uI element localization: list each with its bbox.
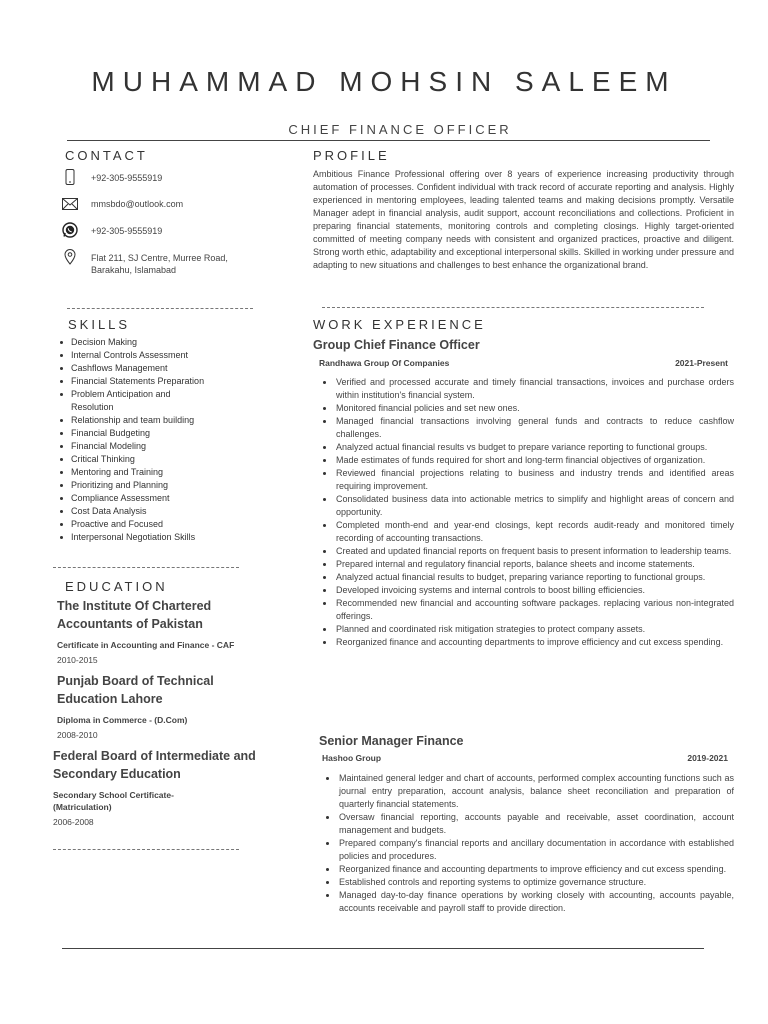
contact-whatsapp bbox=[62, 222, 162, 238]
skill-item: Proactive and Focused bbox=[58, 518, 258, 531]
skill-item: Critical Thinking bbox=[58, 453, 258, 466]
education-years: 2006-2008 bbox=[53, 817, 94, 827]
skills-heading: SKILLS bbox=[68, 317, 131, 332]
education-heading: EDUCATION bbox=[65, 579, 168, 594]
education-school: Punjab Board of Technical Education Lahore bbox=[57, 674, 214, 706]
job-bullet: Planned and coordinated risk mitigation strategies to protect company assets. bbox=[320, 623, 734, 636]
phone-text: +92-305-9555919 bbox=[91, 173, 163, 183]
job-bullet: Made estimates of funds required for short and long-term financial objectives of organization. bbox=[320, 454, 734, 467]
whatsapp-icon bbox=[62, 222, 78, 238]
skill-item: Mentoring and Training bbox=[58, 466, 258, 479]
header-divider bbox=[67, 140, 710, 141]
skill-item: Financial Modeling bbox=[58, 440, 258, 453]
skill-item: Financial Statements Preparation bbox=[58, 375, 258, 388]
job-dates: 2021-Present bbox=[675, 358, 728, 368]
address-text: Flat 211, SJ Centre, Murree Road, Barakahu, Islamabad bbox=[91, 253, 228, 275]
job-bullet: Prepared company's financial reports and ancillary documentation in accordance with established policies and procedures. bbox=[323, 837, 734, 863]
job-title-heading: CHIEF FINANCE OFFICER bbox=[288, 122, 512, 137]
education-entry bbox=[57, 672, 242, 741]
job-bullet: Reorganized finance and accounting departments to improve efficiency and cut excess spending. bbox=[320, 636, 734, 649]
education-school: The Institute Of Chartered Accountants of Pakistan bbox=[57, 599, 212, 631]
education-years: 2010-2015 bbox=[57, 655, 98, 665]
education-years: 2008-2010 bbox=[57, 730, 98, 740]
education-degree: Certificate in Accounting and Finance - CAF bbox=[57, 640, 235, 650]
profile-summary: Ambitious Finance Professional offering over 8 years of experience increasing productivity through automation of processes. Confident individual with track record of accurate reporting and analysis. Highly experienced in mentoring employees, leading talented teams and making decisions promptly. Versatile Manager adept in financial analysis, audit support, account reconciliations and collections. Proficient in preparing financial statements, monitoring controls and completing closings. Highly target-oriented committed of meeting company needs with consistent and organized practices, proactive and diligent. Strong worth ethic, adaptability and exceptional interpersonal skills. Skilled in working under pressure and adapting to new situations and challenges to best enhance the organizational brand. bbox=[313, 169, 734, 270]
contact-phone bbox=[62, 169, 162, 185]
job-title: Group Chief Finance Officer bbox=[313, 338, 480, 352]
education-school: Federal Board of Intermediate and Secondary Education bbox=[53, 749, 256, 781]
job-bullet: Created and updated financial reports on frequent basis to present information to leadership teams. bbox=[320, 545, 734, 558]
footer-divider bbox=[62, 948, 704, 949]
phone-icon bbox=[62, 169, 78, 185]
education-degree: Secondary School Certificate- (Matriculation) bbox=[53, 790, 174, 812]
job-bullet: Verified and processed accurate and timely financial transactions, invoices and purchase orders within institution's financial system. bbox=[320, 376, 734, 402]
job-bullets bbox=[320, 376, 734, 649]
skill-item: Financial Budgeting bbox=[58, 427, 258, 440]
job-bullet: Managed financial transactions involving general funds and contracts to reduce cashflow challenges. bbox=[320, 415, 734, 441]
job-bullet: Maintained general ledger and chart of accounts, performed complex accounting functions such as journal entry preparation, account analysis, balance sheet reconciliation and preparation of quarterly financial statements. bbox=[323, 772, 734, 811]
skills-divider bbox=[53, 567, 239, 568]
job-bullet: Analyzed actual financial results to budget, preparing variance reporting to functional groups. bbox=[320, 571, 734, 584]
skill-item: Compliance Assessment bbox=[58, 492, 258, 505]
education-degree: Diploma in Commerce - (D.Com) bbox=[57, 715, 188, 725]
skill-item: Relationship and team building bbox=[58, 414, 258, 427]
job-company: Randhawa Group Of Companies bbox=[319, 358, 450, 368]
profile-heading: PROFILE bbox=[313, 148, 390, 163]
job-dates: 2019-2021 bbox=[687, 753, 728, 763]
contact-email bbox=[62, 196, 183, 212]
location-pin-icon bbox=[62, 249, 78, 265]
education-divider bbox=[53, 849, 239, 850]
job-bullet: Developed invoicing systems and internal controls to boost billing efficiencies. bbox=[320, 584, 734, 597]
skill-item: Internal Controls Assessment bbox=[58, 349, 258, 362]
job-bullet: Consolidated business data into actionable metrics to simplify and highlight areas of concern and opportunity. bbox=[320, 493, 734, 519]
candidate-name: MUHAMMAD MOHSIN SALEEM bbox=[91, 66, 677, 97]
contact-divider bbox=[67, 308, 253, 309]
job-bullet: Recommended new financial and accounting software packages. replacing various non-integrated offerings. bbox=[320, 597, 734, 623]
skills-list bbox=[58, 336, 258, 544]
job-bullet: Reviewed financial projections relating to business and industry trends and identified areas requiring improvement. bbox=[320, 467, 734, 493]
job-bullet: Established controls and reporting systems to optimize governance structure. bbox=[323, 876, 734, 889]
job-company: Hashoo Group bbox=[322, 753, 382, 763]
skill-item: Prioritizing and Planning bbox=[58, 479, 258, 492]
job-bullet: Prepared internal and regulatory financial reports, balance sheets and income statements. bbox=[320, 558, 734, 571]
job-bullet: Oversaw financial reporting, accounts payable and receivable, asset coordination, account management and budgets. bbox=[323, 811, 734, 837]
education-entry bbox=[53, 747, 263, 828]
contact-address bbox=[62, 249, 251, 276]
skill-item: Problem Anticipation and Resolution bbox=[58, 388, 203, 414]
contact-heading: CONTACT bbox=[65, 148, 148, 163]
skill-item: Decision Making bbox=[58, 336, 258, 349]
skill-item: Cashflows Management bbox=[58, 362, 258, 375]
job-bullet: Completed month-end and year-end closings, kept records audit-ready and monitored timely recording of accounting transactions. bbox=[320, 519, 734, 545]
job-bullet: Managed day-to-day finance operations by working closely with accounting, accounts payable, accounts receivable and payroll staff to provide direction. bbox=[323, 889, 734, 915]
skill-item: Interpersonal Negotiation Skills bbox=[58, 531, 258, 544]
envelope-icon bbox=[62, 196, 78, 212]
work-experience-heading: WORK EXPERIENCE bbox=[313, 317, 486, 332]
job-bullet: Reorganized finance and accounting departments to improve efficiency and cut excess spending. bbox=[323, 863, 734, 876]
email-text[interactable]: mmsbdo@outlook.com bbox=[91, 199, 184, 209]
skill-item: Cost Data Analysis bbox=[58, 505, 258, 518]
job-title: Senior Manager Finance bbox=[319, 734, 464, 748]
job-bullets bbox=[323, 772, 734, 915]
job-bullet: Monitored financial policies and set new ones. bbox=[320, 402, 734, 415]
job-bullet: Analyzed actual financial results vs budget to prepare variance reporting to functional groups. bbox=[320, 441, 734, 454]
education-entry bbox=[57, 597, 242, 666]
profile-divider bbox=[322, 307, 704, 308]
whatsapp-text: +92-305-9555919 bbox=[91, 226, 163, 236]
